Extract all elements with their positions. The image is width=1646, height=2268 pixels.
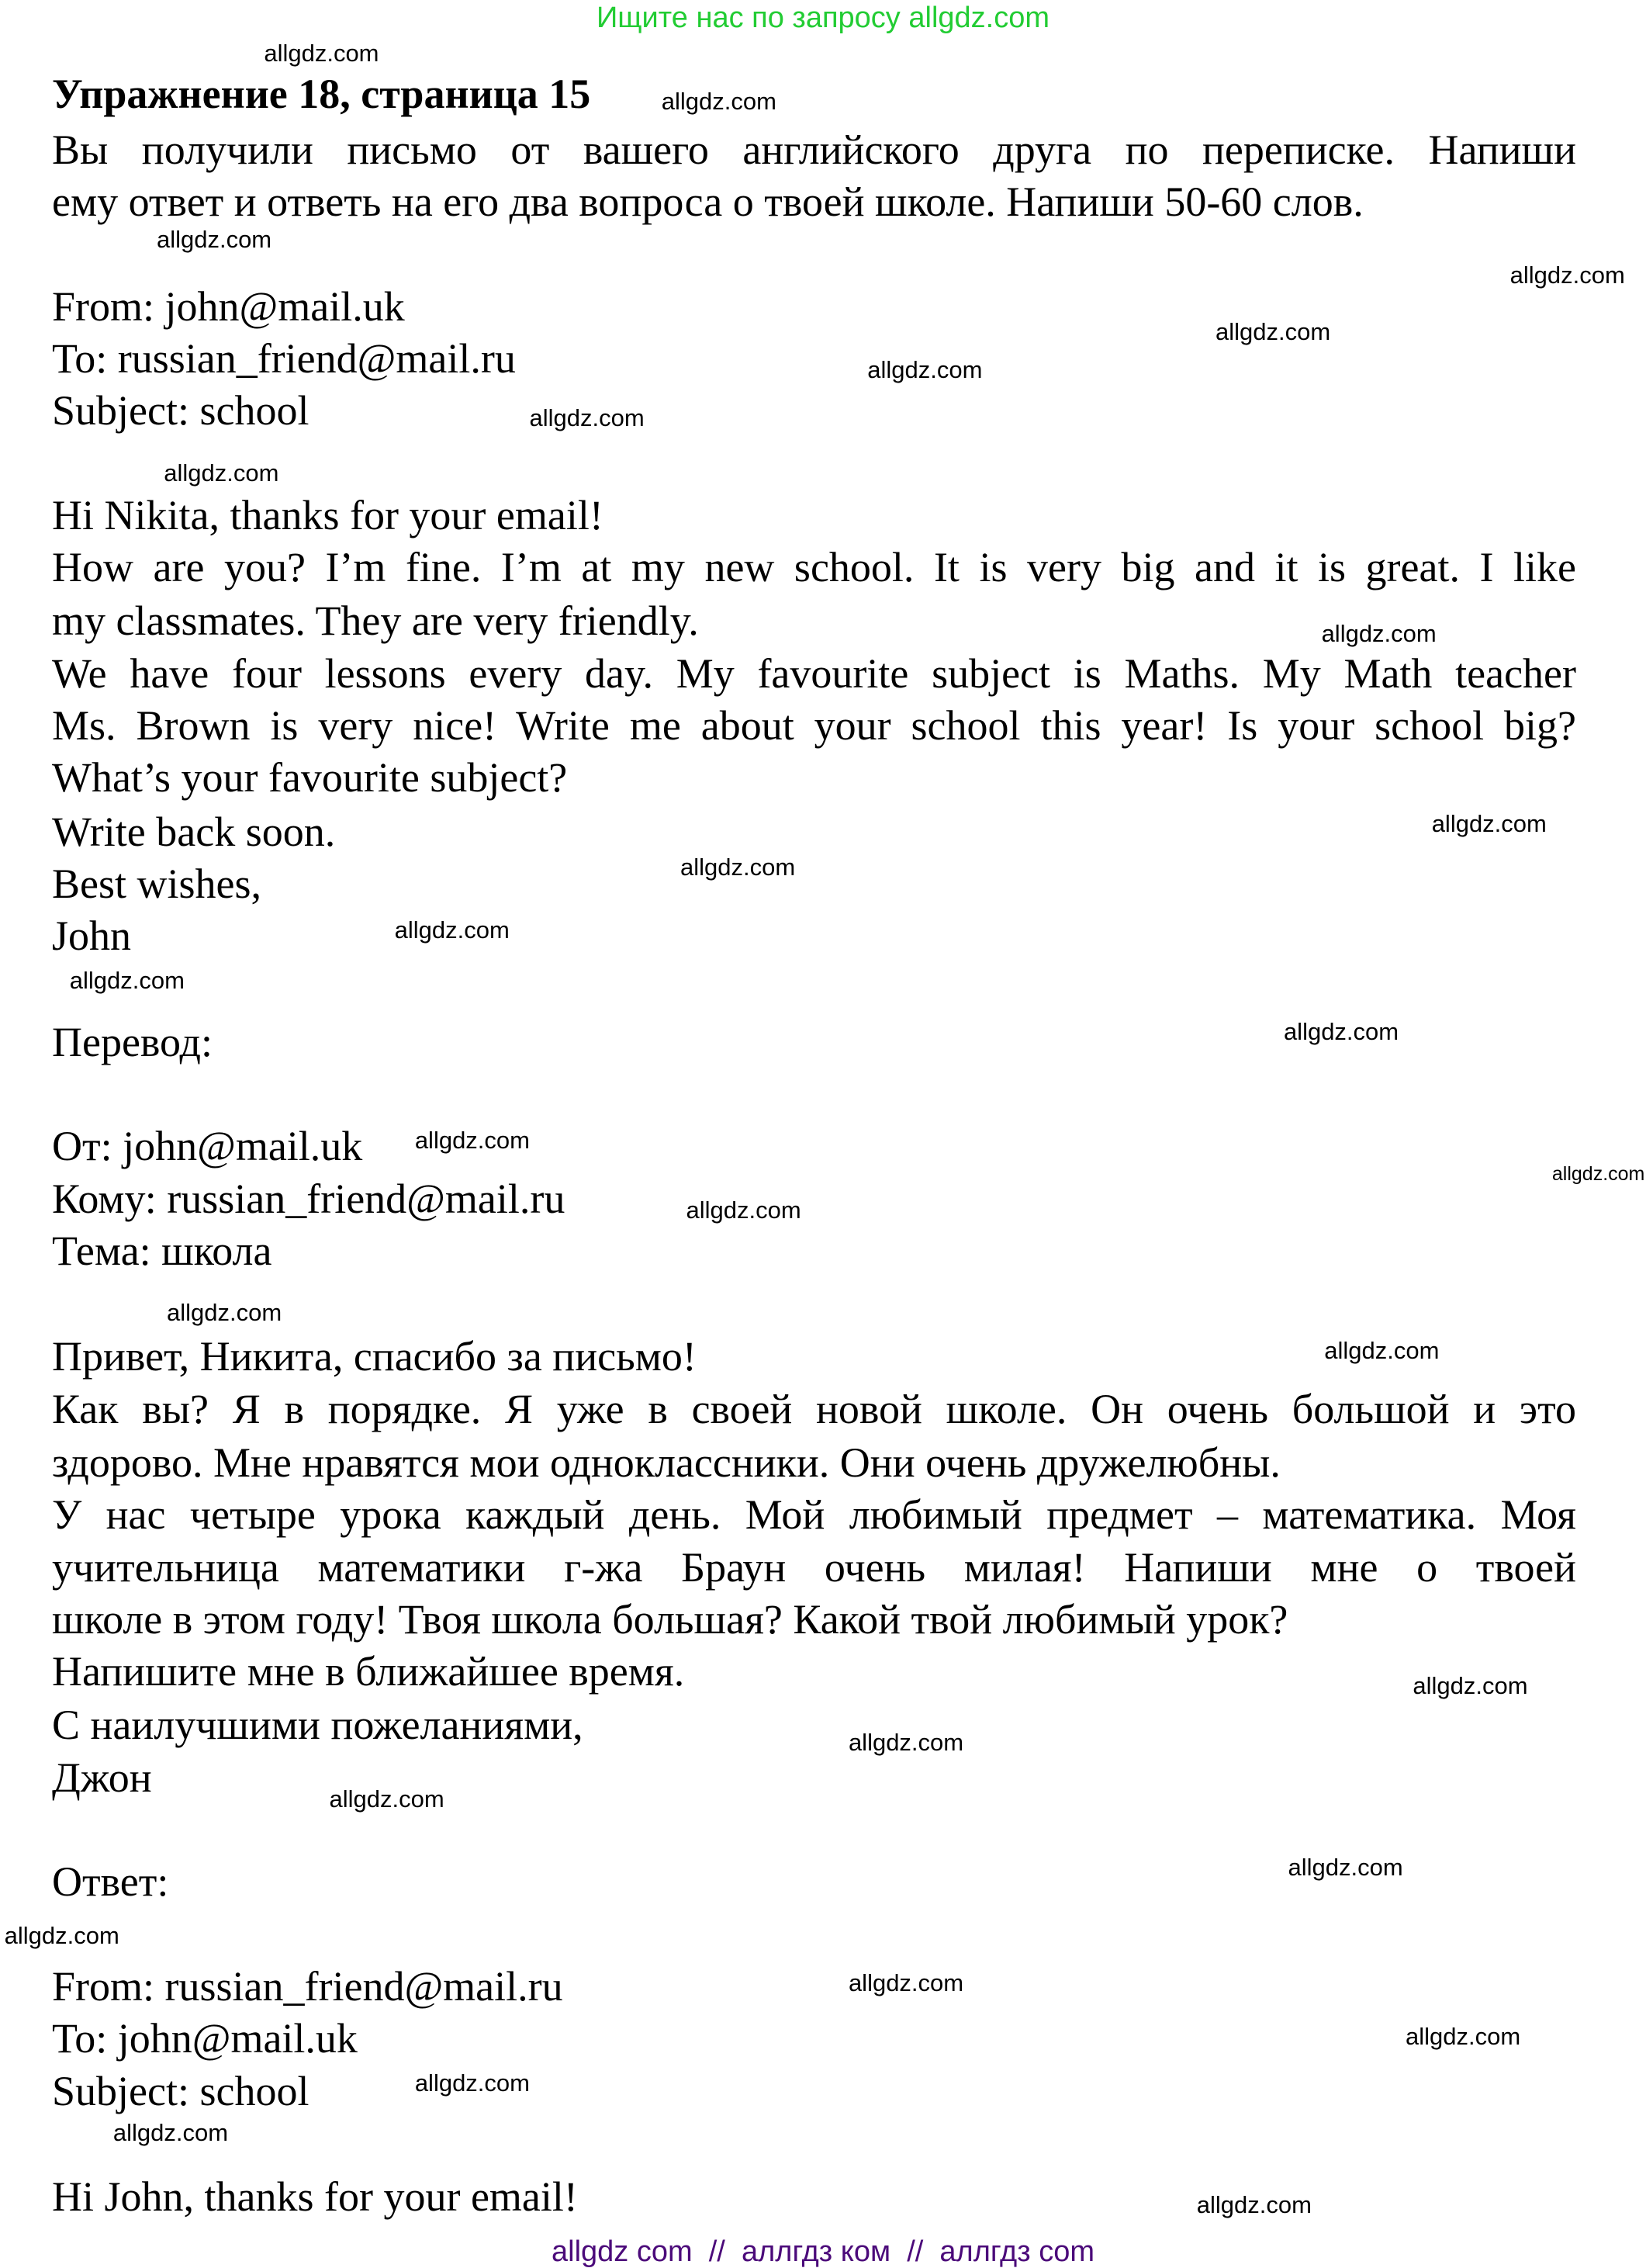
watermark: allgdz.com <box>1551 1162 1645 1185</box>
text-line: We have four lessons every day. My favourite subject is Maths. My Math teacher <box>52 649 1576 697</box>
header-banner: Ищите нас по запросу allgdz.com <box>596 2 1049 34</box>
watermark: allgdz.com <box>867 355 983 383</box>
text-line: How are you? I’m fine. I’m at my new school. It is very big and it is great. I like <box>52 544 1576 591</box>
watermark: allgdz.com <box>1283 1017 1399 1045</box>
watermark: allgdz.com <box>1324 1336 1440 1364</box>
watermark: allgdz.com <box>329 1785 444 1813</box>
text-line: здорово. Мне нравятся мои одноклассники. Они очень дружелюбны. <box>52 1439 1281 1486</box>
text-line: Напишите мне в ближайшее время. <box>52 1648 685 1695</box>
watermark: allgdz.com <box>164 459 279 486</box>
watermark: allgdz.com <box>1288 1853 1403 1881</box>
watermark: allgdz.com <box>1321 620 1437 648</box>
watermark: allgdz.com <box>680 854 796 881</box>
text-line: From: john@mail.uk <box>52 282 405 330</box>
text-line: школе в этом году! Твоя школа большая? Какой твой любимый урок? <box>52 1595 1288 1643</box>
watermark: allgdz.com <box>414 1126 530 1154</box>
text-line: Как вы? Я в порядке. Я уже в своей новой школе. Он очень большой и это <box>52 1385 1576 1432</box>
watermark: allgdz.com <box>1196 2191 1312 2219</box>
text-line: To: john@mail.uk <box>52 2015 358 2062</box>
text-line: John <box>52 912 132 960</box>
watermark: allgdz.com <box>394 916 510 944</box>
text-line: my classmates. They are very friendly. <box>52 597 699 645</box>
watermark: allgdz.com <box>167 1299 282 1327</box>
watermark: allgdz.com <box>4 1921 119 1949</box>
watermark: allgdz.com <box>414 2069 530 2097</box>
text-line: Hi John, thanks for your email! <box>52 2173 578 2221</box>
text-line: От: john@mail.uk <box>52 1123 363 1170</box>
text-line: Write back soon. <box>52 808 336 855</box>
text-line: Ответ: <box>52 1858 169 1906</box>
text-line: Кому: russian_friend@mail.ru <box>52 1175 565 1222</box>
text-line: ему ответ и ответь на его два вопроса о твоей школе. Напиши 50-60 слов. <box>52 178 1364 225</box>
text-line: учительница математики г-жа Браун очень милая! Напиши мне о твоей <box>52 1543 1576 1591</box>
watermark: allgdz.com <box>848 1728 964 1756</box>
text-line: From: russian_friend@mail.ru <box>52 1963 563 2010</box>
text-line: Subject: school <box>52 2067 309 2114</box>
text-line: У нас четыре урока каждый день. Мой любимый предмет – математика. Моя <box>52 1491 1576 1539</box>
watermark: allgdz.com <box>112 2118 229 2146</box>
watermark: allgdz.com <box>1431 810 1547 838</box>
text-line: Вы получили письмо от вашего английского друга по переписке. Напиши <box>52 126 1576 173</box>
watermark: allgdz.com <box>264 40 379 68</box>
watermark: allgdz.com <box>1509 261 1625 289</box>
text-line: Джон <box>52 1754 152 1801</box>
footer-banner: allgdz com // аллгдз ком // аллгдз com <box>552 2235 1094 2268</box>
text-line: Привет, Никита, спасибо за письмо! <box>52 1333 697 1380</box>
watermark: allgdz.com <box>1413 1671 1528 1699</box>
text-line: To: russian_friend@mail.ru <box>52 334 516 382</box>
watermark: allgdz.com <box>1406 2023 1521 2051</box>
watermark: allgdz.com <box>156 225 272 253</box>
text-line: Subject: school <box>52 387 309 435</box>
watermark: allgdz.com <box>69 967 185 995</box>
text-line: Тема: школа <box>52 1227 272 1274</box>
exercise-heading: Упражнение 18, страница 15 <box>52 71 591 117</box>
text-line: Ms. Brown is very nice! Write me about your school this year! Is your school big? <box>52 702 1576 749</box>
watermark: allgdz.com <box>848 1969 964 1997</box>
text-line: С наилучшими пожеланиями, <box>52 1702 583 1749</box>
text-line: What’s your favourite subject? <box>52 754 568 802</box>
text-line: Hi Nikita, thanks for your email! <box>52 491 603 538</box>
text-line: Перевод: <box>52 1018 213 1065</box>
watermark: allgdz.com <box>686 1196 801 1224</box>
watermark: allgdz.com <box>529 403 645 431</box>
watermark: allgdz.com <box>1215 318 1331 346</box>
watermark: allgdz.com <box>661 87 776 115</box>
text-line: Best wishes, <box>52 860 261 907</box>
